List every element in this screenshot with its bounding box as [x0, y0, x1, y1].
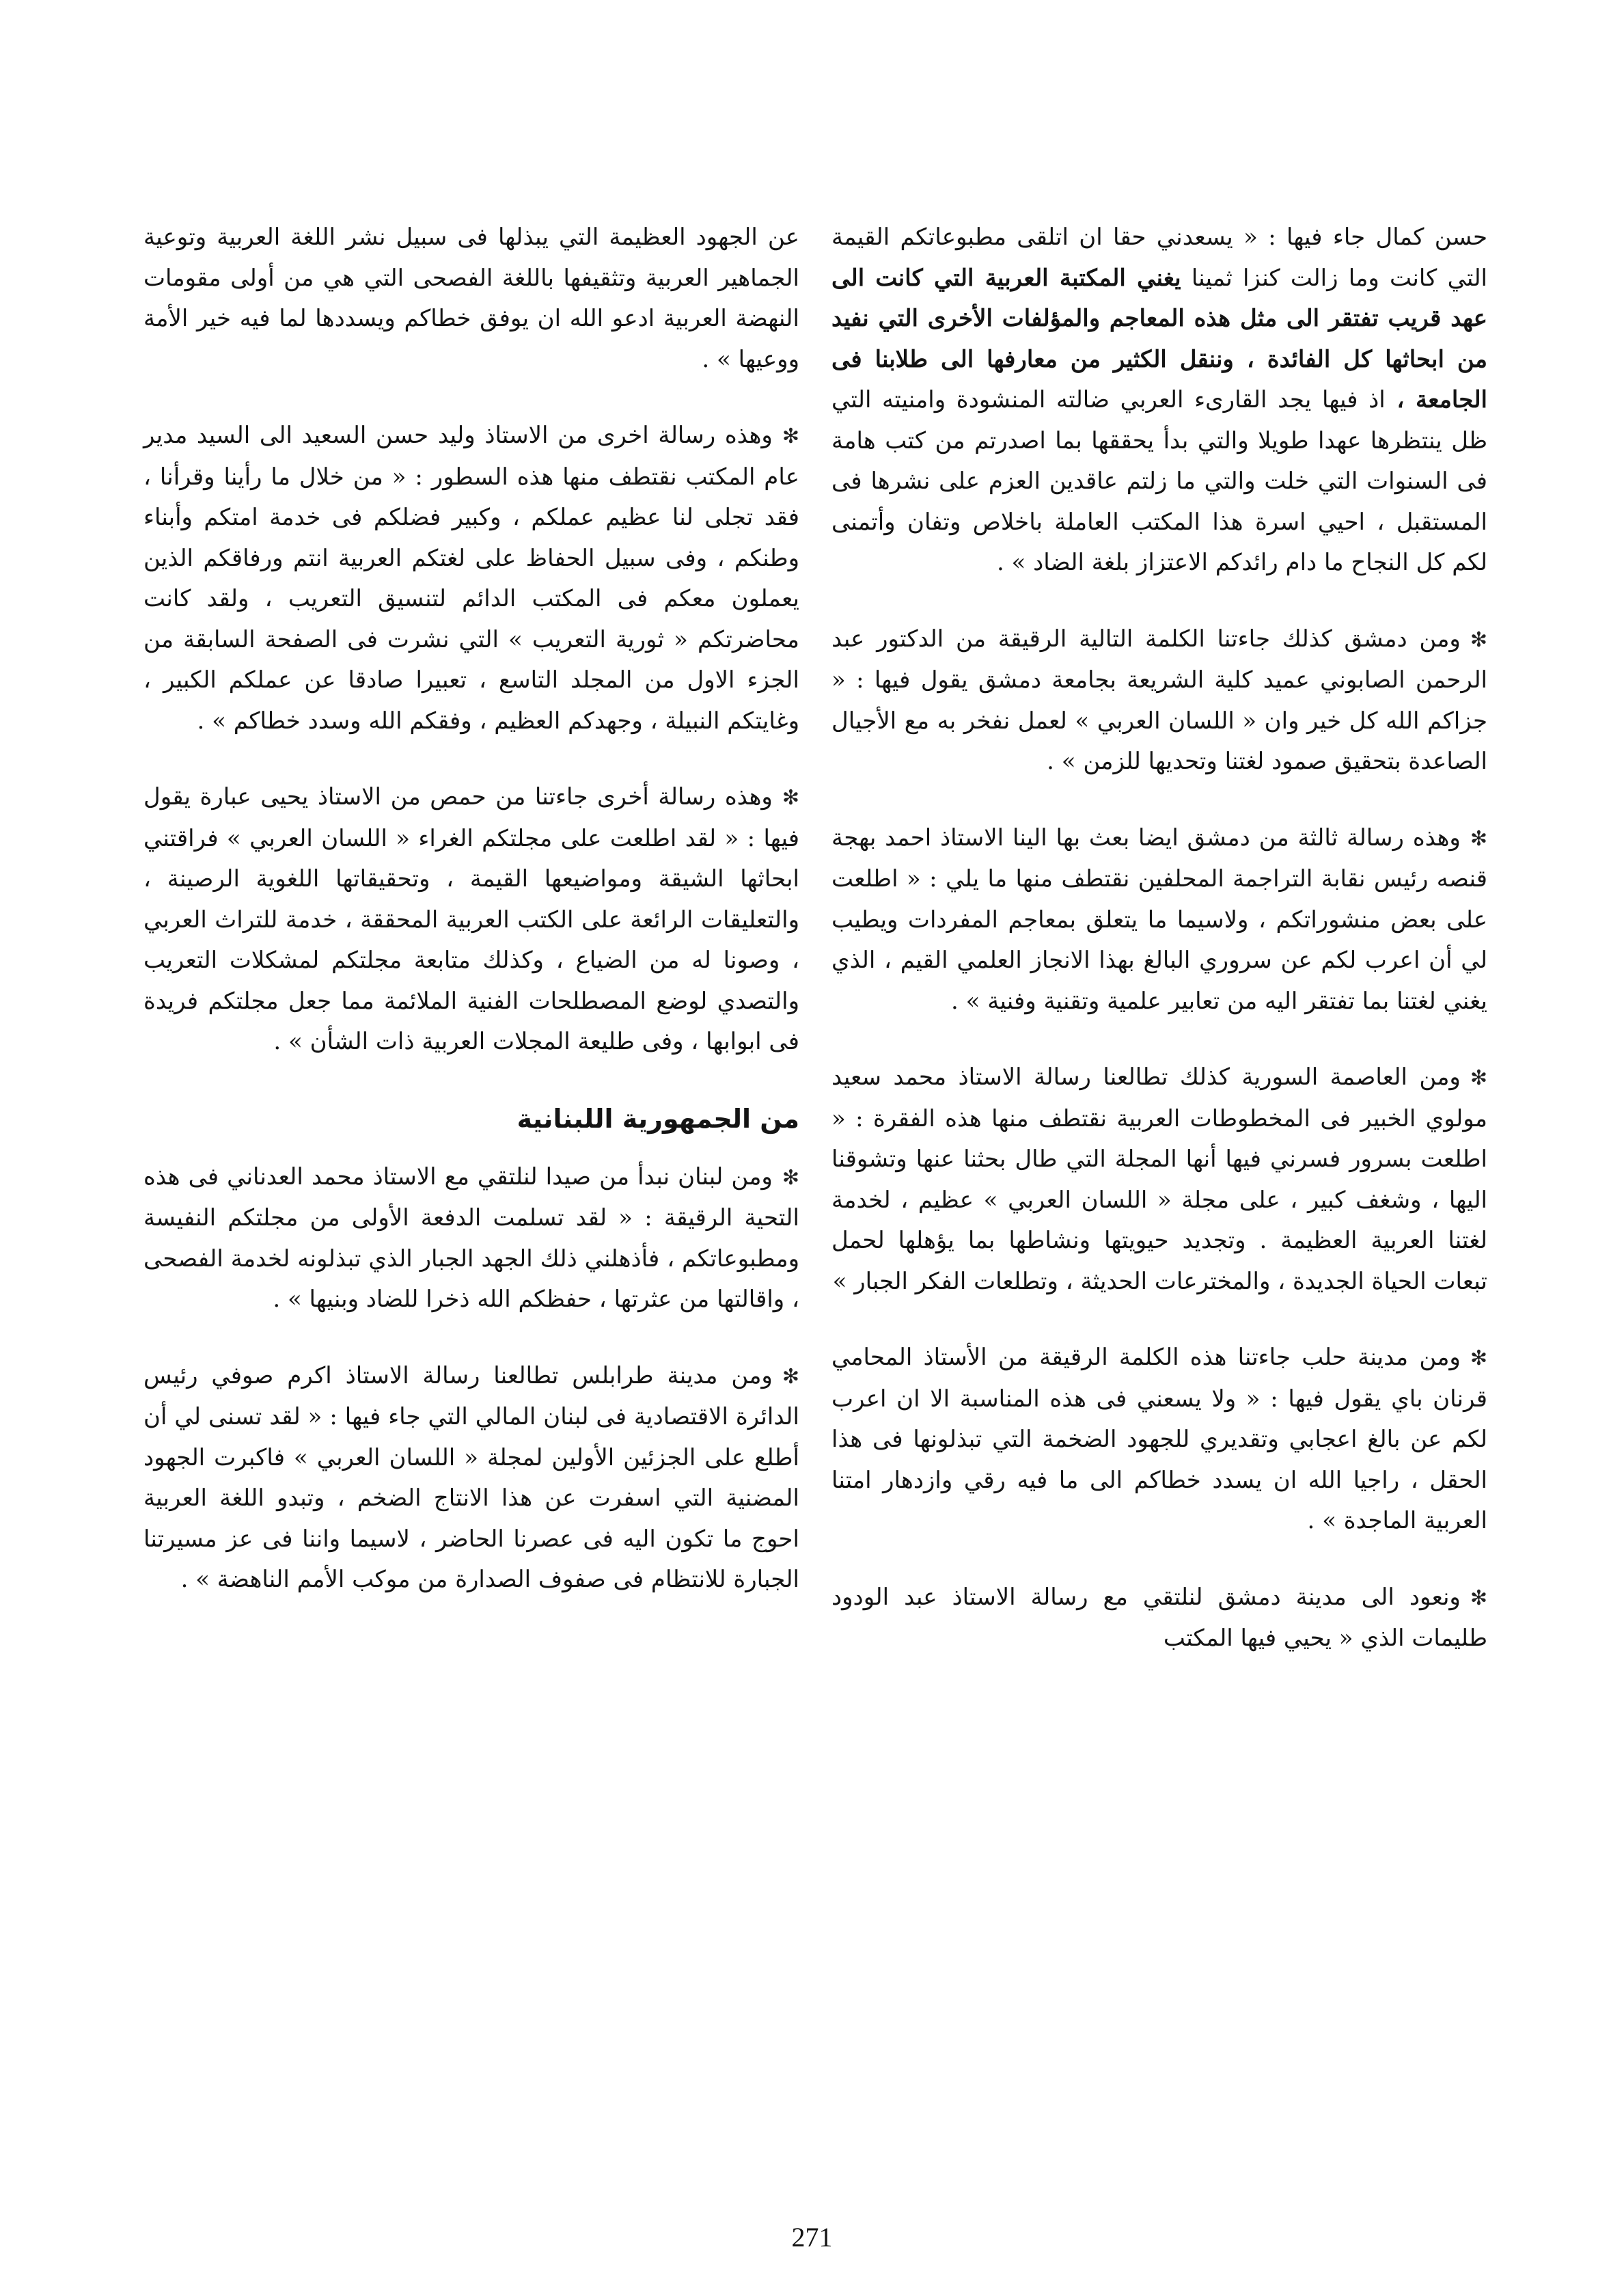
paragraph-bold-text: يغني المكتبة العربية التي كانت الى عهد قريب تفتقر الى مثل هذه المعاجم والمؤلفات الأخرى التي نفيد من ابحاثها كل الفائدة ، وننقل الكثير من معارفها الى طلابنا فى الجامعة ،: [831, 264, 1488, 413]
asterism-icon: ✻: [782, 1165, 799, 1190]
paragraph-hassan-kamal: [831, 217, 1487, 584]
paragraph-text: وهذه رسالة اخرى من الاستاذ وليد حسن السعيد الى السيد مدير عام المكتب نقتطف منها هذه السطور : « من خلال ما رأينا وقرأنا ، فقد تجلى لنا عظيم عملكم ، وكبير فضلكم فى خدمة امتكم وأبناء وطنكم ، وفى سبيل الحفاظ على لغتكم العربية انتم ورفاقكم الذين يعملون معكم فى المكتب الدائم لتنسيق التعريب ، ولقد كانت محاضرتكم « ثورية التعريب » التي نشرت فى الصفحة السابقة من الجزء الاول من المجلد التاسع ، تعبيرا صادقا عن عملكم الكبير ، وغايتكم النبيلة ، وجهدكم العظيم ، وفقكم الله وسدد خطاكم » .: [143, 422, 799, 735]
page-number: 271: [791, 2222, 833, 2253]
asterism-icon: ✻: [1470, 627, 1487, 652]
asterism-icon: ✻: [1470, 1066, 1487, 1090]
right-column: [831, 217, 1487, 1695]
paragraph-adnani: [143, 1157, 799, 1320]
asterism-icon: ✻: [782, 1364, 799, 1389]
asterism-icon: ✻: [782, 786, 799, 810]
paragraph-text: ومن مدينة حلب جاءتنا هذه الكلمة الرقيقة من الأستاذ المحامي قرنان باي يقول فيها : « ولا يسعني فى هذه المناسبة الا ان اعرب لكم عن بالغ اعجابي وتقديري للجهود الضخمة التي تبذلونها فى هذا الحقل ، راجيا الله ان يسدد خطاكم الى ما فيه رقي وازدهار امتنا العربية الماجدة » .: [831, 1344, 1487, 1534]
paragraph-tlimat: [831, 1577, 1487, 1659]
paragraph-text: ومن مدينة طرابلس تطالعنا رسالة الاستاذ اكرم صوفي رئيس الدائرة الاقتصادية فى لبنان المالي التي جاء فيها : « لقد تسنى لي أن أطلع على الجزئين الأولين لمجلة « اللسان العربي » فاكبرت الجهود المضنية التي اسفرت عن هذا الانتاج الضخم ، وتبدو اللغة العربية احوج ما تكون اليه فى عصرنا الحاضر ، لاسيما واننا فى عز مسيرتنا الجبارة للانتظام فى صفوف الصدارة من موكب الأمم الناهضة » .: [143, 1361, 799, 1593]
paragraph-aleppo: [831, 1337, 1487, 1542]
left-column: [143, 217, 799, 1636]
paragraph-sabouni: [831, 619, 1487, 783]
paragraph-text: ومن دمشق كذلك جاءتنا الكلمة التالية الرقيقة من الدكتور عبد الرحمن الصابوني عميد كلية الشريعة بجامعة دمشق يقول فيها : « جزاكم الله كل خير وان « اللسان العربي » لعمل نفخر به مع الأجيال الصاعدة بتحقيق صمود لغتنا وتحديها للزمن » .: [831, 625, 1487, 775]
paragraph-text: وهذه رسالة أخرى جاءتنا من حمص من الاستاذ يحيى عبارة يقول فيها : « لقد اطلعت على مجلتكم الغراء « اللسان العربي » فراقتني ابحاثها الشيقة ومواضيعها القيمة ، وتحقيقاتها اللغوية الرصينة ، والتعليقات الرائعة على الكتب العربية المحققة ، خدمة للتراث العربي ، وصونا له من الضياع ، وكذلك متابعة مجلتكم لمشكلات التعريب والتصدي لوضع المصطلحات الفنية الملائمة مما جعل مجلتكم فريدة فى ابوابها ، وفى طليعة المجلات العربية ذات الشأن » .: [143, 783, 799, 1055]
paragraph-qunsa: [831, 818, 1487, 1022]
paragraph-text: اذ فيها يجد القارىء العربي ضالته المنشودة وامنيته التي ظل ينتظرها عهدا طويلا والتي بدأ يحققها بما اصدرتم من كتب هامة فى السنوات التي خلت والتي ما زلتم عاقدين العزم على نشرها فى المستقبل ، احيي اسرة هذا المكتب العاملة باخلاص وتفان وأتمنى لكم كل النجاح ما دام رائدكم الاعتزاز بلغة الضاد » .: [831, 386, 1487, 576]
paragraph-text: عن الجهود العظيمة التي يبذلها فى سبيل نشر اللغة العربية وتوعية الجماهير العربية وتثقيفها باللغة الفصحى التي هي من أولى مقومات النهضة العربية ادعو الله ان يوفق خطاكم ويسددها لما فيه خير الأمة ووعيها » .: [143, 223, 799, 373]
paragraph-text: حسن كمال جاء فيها : « يسعدني حقا ان اتلقى مطبوعاتكم القيمة التي كانت وما زالت كنزا ثمينا: [831, 223, 1487, 292]
paragraph-text: ومن لبنان نبدأ من صيدا لنلتقي مع الاستاذ محمد العدناني فى هذه التحية الرقيقة : « لقد تسلمت الدفعة الأولى من مجلتكم النفيسة ومطبوعاتكم ، فأذهلني ذلك الجهد الجبار الذي تبذلونه لخدمة الفصحى ، واقالتها من عثرتها ، حفظكم الله ذخرا للضاد وبنيها » .: [143, 1163, 799, 1313]
asterism-icon: ✻: [1470, 1586, 1487, 1610]
paragraph-homs: [143, 777, 799, 1063]
section-heading-lebanon: من الجمهورية اللبنانية: [517, 1103, 799, 1134]
paragraph-text: ومن العاصمة السورية كذلك تطالعنا رسالة الاستاذ محمد سعيد مولوي الخبير فى المخطوطات العربية نقتطف منها هذه الفقرة : « اطلعت بسرور فسرني فيها أنها المجلة التي طال بحثنا عنها وتشوقنا اليها ، وشغف كبير ، على مجلة « اللسان العربي » عظيم ، لخدمة لغتنا العربية العظيمة . وتجديد حيويتها ونشاطها بما يؤهلها لحمل تبعات الحياة الجديدة ، والمخترعات الحديثة ، وتطلعات الفكر الجبار »: [831, 1063, 1488, 1295]
paragraph-mawlawi: [831, 1057, 1487, 1302]
asterism-icon: ✻: [782, 424, 799, 448]
paragraph-text: ونعود الى مدينة دمشق لنلتقي مع رسالة الاستاذ عبد الودود طليمات الذي « يحيي فيها المكتب: [831, 1583, 1487, 1652]
paragraph-tripoli: [143, 1356, 799, 1601]
asterism-icon: ✻: [1470, 826, 1487, 851]
paragraph-continuation: [143, 217, 799, 380]
paragraph-text: وهذه رسالة ثالثة من دمشق ايضا بعث بها الينا الاستاذ احمد بهجة قنصه رئيس نقابة التراجمة المحلفين نقتطف منها ما يلي : « اطلعت على بعض منشوراتكم ، ولاسيما ما يتعلق بمعاجم المفردات ويطيب لي أن اعرب لكم عن سروري البالغ بهذا الانجاز العلمي القيم ، الذي يغني لغتنا بما تفتقر اليه من تعابير علمية وتقنية وفنية » .: [831, 824, 1487, 1015]
asterism-icon: ✻: [1470, 1346, 1487, 1370]
paragraph-walid-hassan: [143, 416, 799, 742]
